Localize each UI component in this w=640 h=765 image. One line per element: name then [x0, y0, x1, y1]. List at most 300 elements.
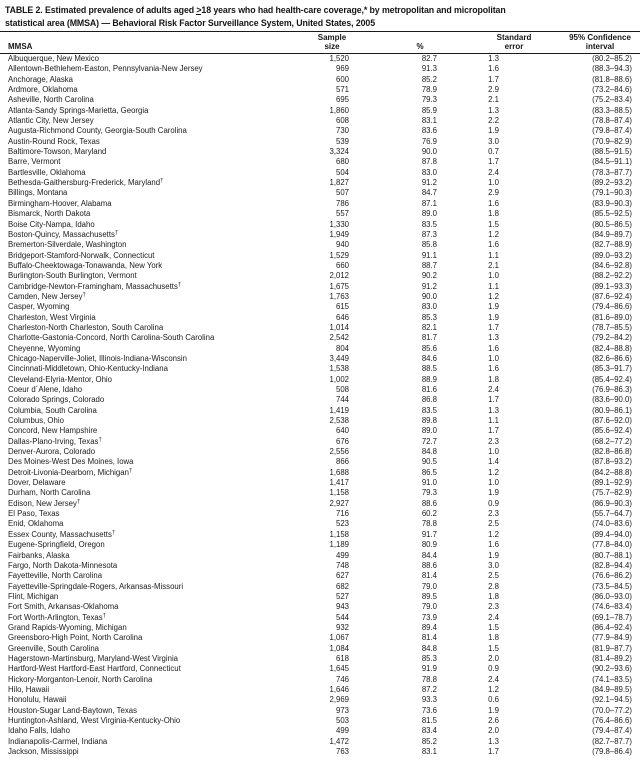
column-header-ci-line2: interval — [585, 42, 615, 52]
confidence-interval-cell: (89.2–93.2) — [592, 178, 632, 188]
sample-size-cell: 676 — [335, 436, 349, 446]
confidence-interval-cell: (84.9–89.7) — [592, 229, 632, 239]
confidence-interval-cell: (86.0–93.0) — [592, 591, 632, 601]
percent-cell: 81.7 — [421, 333, 437, 343]
sample-size-cell: 1,330 — [329, 219, 349, 229]
standard-error-cell: 2.9 — [488, 188, 499, 198]
percent-cell: 85.9 — [421, 105, 437, 115]
sample-size-cell: 1,158 — [329, 488, 349, 498]
percent-cell: 82.7 — [421, 54, 437, 63]
table-row — [8, 240, 632, 250]
sample-size-cell: 804 — [335, 343, 349, 353]
sample-size-cell: 969 — [335, 64, 349, 74]
confidence-interval-cell: (81.9–87.7) — [592, 643, 632, 653]
standard-error-cell: 1.7 — [488, 395, 499, 405]
table-row — [8, 685, 632, 695]
mmsa-name-cell: Augusta-Richmond County, Georgia-South Carolina — [8, 126, 187, 136]
table-row — [8, 623, 632, 633]
standard-error-cell: 0.9 — [488, 664, 499, 674]
percent-cell: 91.9 — [421, 664, 437, 674]
table-row — [8, 220, 632, 230]
standard-error-cell: 1.9 — [488, 126, 499, 136]
table-row — [8, 478, 632, 488]
standard-error-cell: 3.0 — [488, 560, 499, 570]
table-row — [8, 416, 632, 426]
table-row — [8, 385, 632, 395]
percent-cell: 84.8 — [421, 643, 437, 653]
standard-error-cell: 1.5 — [488, 622, 499, 632]
sample-size-cell: 527 — [335, 591, 349, 601]
table-row — [8, 333, 632, 343]
standard-error-cell: 1.9 — [488, 550, 499, 560]
table-row — [8, 571, 632, 581]
confidence-interval-cell: (88.2–92.2) — [592, 271, 632, 281]
confidence-interval-cell: (89.1–92.9) — [592, 478, 632, 488]
sample-size-cell: 3,449 — [329, 353, 349, 363]
confidence-interval-cell: (75.7–82.9) — [592, 488, 632, 498]
mmsa-name-cell: Asheville, North Carolina — [8, 95, 94, 105]
table-row — [8, 271, 632, 281]
sample-size-cell: 932 — [335, 622, 349, 632]
table-row — [8, 168, 632, 178]
table-row — [8, 716, 632, 726]
table-row — [8, 406, 632, 416]
mmsa-name-cell: Anchorage, Alaska — [8, 74, 74, 84]
sample-size-cell: 1,084 — [329, 643, 349, 653]
mmsa-name-cell: Enid, Oklahoma — [8, 519, 64, 529]
mmsa-name-cell: Ardmore, Oklahoma — [8, 85, 78, 95]
column-header-ci-line1: 95% Confidence — [569, 32, 631, 42]
percent-cell: 85.8 — [421, 240, 437, 250]
sample-size-cell: 1,645 — [329, 664, 349, 674]
standard-error-cell: 1.0 — [488, 178, 499, 188]
standard-error-cell: 1.5 — [488, 219, 499, 229]
confidence-interval-cell: (92.1–94.5) — [592, 695, 632, 705]
confidence-interval-cell: (84.6–92.8) — [592, 260, 632, 270]
percent-cell: 81.4 — [421, 571, 437, 581]
table-row — [8, 602, 632, 612]
mmsa-name-cell: Bremerton-Silverdale, Washington — [8, 240, 127, 250]
standard-error-cell: 1.6 — [488, 343, 499, 353]
dagger-footnote-marker: † — [128, 467, 133, 474]
confidence-interval-cell: (82.4–88.8) — [592, 343, 632, 353]
mmsa-name-cell: Coeur d´Alene, Idaho — [8, 385, 83, 394]
column-header-se-line2: error — [504, 42, 524, 52]
confidence-interval-cell: (79.8–86.4) — [592, 747, 632, 757]
confidence-interval-cell: (79.8–87.4) — [592, 126, 632, 136]
confidence-interval-cell: (81.6–89.0) — [592, 312, 632, 322]
sample-size-cell: 600 — [335, 74, 349, 84]
standard-error-cell: 1.2 — [488, 229, 499, 239]
confidence-interval-cell: (55.7–64.7) — [592, 509, 632, 519]
percent-cell: 86.5 — [421, 467, 437, 477]
sample-size-cell: 3,324 — [329, 147, 349, 157]
percent-cell: 91.0 — [421, 478, 437, 488]
table-row — [8, 106, 632, 116]
mmsa-name-cell: Austin-Round Rock, Texas — [8, 136, 100, 146]
percent-cell: 81.6 — [421, 385, 437, 394]
percent-cell: 85.3 — [421, 312, 437, 322]
sample-size-cell: 2,538 — [329, 416, 349, 426]
table-row — [8, 737, 632, 747]
dagger-footnote-marker: † — [82, 291, 86, 298]
mmsa-name-cell: Edison, New Jersey† — [8, 498, 81, 508]
standard-error-cell: 2.4 — [488, 612, 499, 622]
table-row — [8, 519, 632, 529]
percent-cell: 87.1 — [421, 198, 437, 208]
standard-error-cell: 1.6 — [488, 240, 499, 250]
table-row — [8, 447, 632, 457]
table-row — [8, 695, 632, 705]
percent-cell: 93.3 — [421, 695, 437, 705]
dagger-footnote-marker: † — [114, 229, 119, 236]
percent-cell: 72.7 — [421, 436, 437, 446]
sample-size-cell: 640 — [335, 426, 349, 436]
confidence-interval-cell: (80.7–88.1) — [592, 550, 632, 560]
confidence-interval-cell: (87.6–92.4) — [592, 291, 632, 301]
sample-size-cell: 571 — [335, 85, 349, 95]
standard-error-cell: 1.9 — [488, 302, 499, 312]
table-row — [8, 561, 632, 571]
standard-error-cell: 1.6 — [488, 198, 499, 208]
sample-size-cell: 618 — [335, 653, 349, 663]
confidence-interval-cell: (74.0–83.6) — [592, 519, 632, 529]
sample-size-cell: 1,949 — [329, 229, 349, 239]
standard-error-cell: 1.7 — [488, 322, 499, 332]
confidence-interval-cell: (79.4–87.4) — [592, 726, 632, 736]
sample-size-cell: 2,556 — [329, 447, 349, 457]
percent-cell: 88.6 — [421, 498, 437, 508]
confidence-interval-cell: (76.4–86.6) — [592, 716, 632, 725]
standard-error-cell: 1.0 — [488, 447, 499, 457]
table-row — [8, 344, 632, 354]
sample-size-cell: 716 — [335, 509, 349, 519]
percent-cell: 90.0 — [421, 147, 437, 157]
percent-cell: 84.7 — [421, 188, 437, 198]
mmsa-name-cell: Allentown-Bethlehem-Easton, Pennsylvania-New Jersey — [8, 64, 203, 74]
percent-cell: 89.4 — [421, 622, 437, 632]
standard-error-cell: 1.3 — [488, 333, 499, 343]
table-row — [8, 302, 632, 312]
sample-size-cell: 608 — [335, 116, 349, 126]
sample-size-cell: 1,002 — [329, 374, 349, 384]
confidence-interval-cell: (78.7–85.5) — [592, 322, 632, 332]
table-row — [8, 147, 632, 157]
sample-size-cell: 615 — [335, 302, 349, 312]
percent-cell: 83.5 — [421, 219, 437, 229]
sample-size-cell: 1,529 — [329, 250, 349, 260]
column-header-sample-line2: size — [324, 42, 340, 52]
standard-error-cell: 1.3 — [488, 405, 499, 415]
confidence-interval-cell: (84.5–91.1) — [592, 157, 632, 167]
standard-error-cell: 2.5 — [488, 519, 499, 529]
percent-cell: 79.3 — [421, 95, 437, 105]
standard-error-cell: 1.0 — [488, 478, 499, 488]
mmsa-name-cell: Fargo, North Dakota-Minnesota — [8, 560, 118, 570]
table-body — [8, 54, 632, 757]
mmsa-name-cell: Barre, Vermont — [8, 157, 61, 167]
column-header-se-line1: Standard — [496, 32, 532, 42]
sample-size-cell: 1,520 — [329, 54, 349, 63]
confidence-interval-cell: (85.4–92.4) — [592, 374, 632, 384]
standard-error-cell: 1.2 — [488, 529, 499, 539]
standard-error-cell: 1.9 — [488, 312, 499, 322]
percent-cell: 88.6 — [421, 560, 437, 570]
standard-error-cell: 2.4 — [488, 167, 499, 177]
confidence-interval-cell: (76.6–86.2) — [592, 571, 632, 581]
standard-error-cell: 2.5 — [488, 571, 499, 581]
percent-cell: 88.7 — [421, 260, 437, 270]
confidence-interval-cell: (80.2–85.2) — [592, 54, 632, 63]
percent-cell: 84.6 — [421, 353, 437, 363]
mmsa-name-cell: Detroit-Livonia-Dearborn, Michigan† — [8, 467, 133, 477]
standard-error-cell: 1.8 — [488, 633, 499, 643]
standard-error-cell: 2.0 — [488, 653, 499, 663]
table-row — [8, 178, 632, 188]
confidence-interval-cell: (87.6–92.0) — [592, 416, 632, 426]
table-row — [8, 199, 632, 209]
standard-error-cell: 1.7 — [488, 74, 499, 84]
table-row — [8, 364, 632, 374]
sample-size-cell: 973 — [335, 705, 349, 715]
mmsa-name-cell: Indianapolis-Carmel, Indiana — [8, 736, 108, 746]
confidence-interval-cell: (68.2–77.2) — [592, 436, 632, 446]
mmsa-name-cell: Camden, New Jersey† — [8, 291, 86, 301]
percent-cell: 78.8 — [421, 674, 437, 684]
sample-size-cell: 748 — [335, 560, 349, 570]
sample-size-cell: 1,419 — [329, 405, 349, 415]
sample-size-cell: 499 — [335, 726, 349, 736]
percent-cell: 83.4 — [421, 726, 437, 736]
standard-error-cell: 2.3 — [488, 509, 499, 519]
confidence-interval-cell: (79.2–84.2) — [592, 333, 632, 343]
standard-error-cell: 1.1 — [488, 416, 499, 426]
standard-error-cell: 1.2 — [488, 467, 499, 477]
mmsa-name-cell: Fort Worth-Arlington, Texas† — [8, 612, 106, 622]
confidence-interval-cell: (82.7–87.7) — [592, 736, 632, 746]
standard-error-cell: 2.8 — [488, 581, 499, 591]
standard-error-cell: 1.8 — [488, 591, 499, 601]
standard-error-cell: 2.2 — [488, 116, 499, 126]
table-row — [8, 75, 632, 85]
sample-size-cell: 1,538 — [329, 364, 349, 374]
table-row — [8, 354, 632, 364]
sample-size-cell: 1,827 — [329, 178, 349, 188]
confidence-interval-cell: (81.4–89.2) — [592, 653, 632, 663]
confidence-interval-cell: (82.8–94.4) — [592, 560, 632, 570]
sample-size-cell: 730 — [335, 126, 349, 136]
confidence-interval-cell: (90.2–93.6) — [592, 664, 632, 674]
percent-cell: 90.2 — [421, 271, 437, 281]
standard-error-cell: 1.6 — [488, 64, 499, 74]
mmsa-name-cell: Houston-Sugar Land-Baytown, Texas — [8, 705, 138, 715]
standard-error-cell: 1.3 — [488, 105, 499, 115]
mmsa-name-cell: Buffalo-Cheektowaga-Tonawanda, New York — [8, 260, 163, 270]
standard-error-cell: 2.3 — [488, 602, 499, 612]
table-row — [8, 644, 632, 654]
sample-size-cell: 744 — [335, 395, 349, 405]
sample-size-cell: 523 — [335, 519, 349, 529]
percent-cell: 89.5 — [421, 591, 437, 601]
sample-size-cell: 507 — [335, 188, 349, 198]
confidence-interval-cell: (74.6–83.4) — [592, 602, 632, 612]
sample-size-cell: 1,688 — [329, 467, 349, 477]
confidence-interval-cell: (76.9–86.3) — [592, 385, 632, 394]
mmsa-name-cell: Atlanta-Sandy Springs-Marietta, Georgia — [8, 105, 149, 115]
standard-error-cell: 1.8 — [488, 374, 499, 384]
table-row — [8, 437, 632, 447]
confidence-interval-cell: (78.3–87.7) — [592, 167, 632, 177]
dagger-footnote-marker: † — [102, 612, 106, 619]
mmsa-name-cell: Atlantic City, New Jersey — [8, 116, 94, 126]
sample-size-cell: 2,969 — [329, 695, 349, 705]
table-title-line2: statistical area (MMSA) — Behavioral Risk Factor Surveillance System, United States, 2005 — [5, 17, 376, 28]
table-row — [8, 395, 632, 405]
confidence-interval-cell: (77.8–84.0) — [592, 540, 632, 550]
table-row — [8, 85, 632, 95]
mmsa-name-cell: Baltimore-Towson, Maryland — [8, 147, 107, 157]
sample-size-cell: 504 — [335, 167, 349, 177]
table-row — [8, 313, 632, 323]
table-row — [8, 747, 632, 757]
sample-size-cell: 2,012 — [329, 271, 349, 281]
sample-size-cell: 539 — [335, 136, 349, 146]
table-row — [8, 157, 632, 167]
dagger-footnote-marker: † — [160, 178, 164, 185]
percent-cell: 81.4 — [421, 633, 437, 643]
table-row — [8, 675, 632, 685]
confidence-interval-cell: (89.0–93.2) — [592, 250, 632, 260]
table-row — [8, 551, 632, 561]
table-row — [8, 726, 632, 736]
standard-error-cell: 2.6 — [488, 716, 499, 725]
sample-size-cell: 1,067 — [329, 633, 349, 643]
confidence-interval-cell: (77.9–84.9) — [592, 633, 632, 643]
sample-size-cell: 1,763 — [329, 291, 349, 301]
percent-cell: 83.5 — [421, 405, 437, 415]
percent-cell: 79.0 — [421, 602, 437, 612]
mmsa-name-cell: Cincinnati-Middletown, Ohio-Kentucky-Indiana — [8, 364, 168, 374]
percent-cell: 91.3 — [421, 64, 437, 74]
confidence-interval-cell: (84.9–89.5) — [592, 684, 632, 694]
column-header-sample-size — [318, 33, 346, 52]
confidence-interval-cell: (74.1–83.5) — [592, 674, 632, 684]
standard-error-cell: 1.1 — [488, 250, 499, 260]
mmsa-name-cell: Eugene-Springfield, Oregon — [8, 540, 105, 550]
standard-error-cell: 1.8 — [488, 209, 499, 219]
mmsa-name-cell: Idaho Falls, Idaho — [8, 726, 70, 736]
mmsa-name-cell: Fayetteville, North Carolina — [8, 571, 103, 581]
standard-error-cell: 1.9 — [488, 705, 499, 715]
table-row — [8, 633, 632, 643]
mmsa-name-cell: Dover, Delaware — [8, 478, 66, 488]
mmsa-name-cell: Chicago-Naperville-Joliet, Illinois-Indiana-Wisconsin — [8, 353, 187, 363]
percent-cell: 85.2 — [421, 736, 437, 746]
confidence-interval-cell: (87.8–93.2) — [592, 457, 632, 467]
confidence-interval-cell: (85.3–91.7) — [592, 364, 632, 374]
sample-size-cell: 682 — [335, 581, 349, 591]
standard-error-cell: 1.6 — [488, 540, 499, 550]
percent-cell: 76.9 — [421, 136, 437, 146]
confidence-interval-cell: (82.6–86.6) — [592, 353, 632, 363]
standard-error-cell: 2.1 — [488, 95, 499, 105]
standard-error-cell: 1.6 — [488, 364, 499, 374]
sample-size-cell: 866 — [335, 457, 349, 467]
table-row — [8, 251, 632, 261]
mmsa-name-cell: Hickory-Morganton-Lenoir, North Carolina — [8, 674, 153, 684]
percent-cell: 87.8 — [421, 157, 437, 167]
percent-cell: 79.3 — [421, 488, 437, 498]
table-row — [8, 375, 632, 385]
table-row — [8, 323, 632, 333]
table-row — [8, 126, 632, 136]
table-row — [8, 426, 632, 436]
standard-error-cell: 3.0 — [488, 136, 499, 146]
standard-error-cell: 2.9 — [488, 85, 499, 95]
standard-error-cell: 1.7 — [488, 426, 499, 436]
confidence-interval-cell: (70.9–82.9) — [592, 136, 632, 146]
standard-error-cell: 1.3 — [488, 54, 499, 63]
confidence-interval-cell: (70.0–77.2) — [592, 705, 632, 715]
standard-error-cell: 2.4 — [488, 385, 499, 394]
sample-size-cell: 544 — [335, 612, 349, 622]
percent-cell: 85.3 — [421, 653, 437, 663]
mmsa-name-cell: Boston-Quincy, Massachusetts† — [8, 229, 119, 239]
confidence-interval-cell: (78.8–87.4) — [592, 116, 632, 126]
table-row — [8, 582, 632, 592]
column-header-percent: % — [416, 42, 424, 52]
sample-size-cell: 1,014 — [329, 322, 349, 332]
confidence-interval-cell: (85.6–92.4) — [592, 426, 632, 436]
mmsa-name-cell: Charlotte-Gastonia-Concord, North Carolina-South Carolina — [8, 333, 215, 343]
column-header-mmsa: MMSA — [8, 42, 33, 52]
sample-size-cell: 1,417 — [329, 478, 349, 488]
confidence-interval-cell: (88.3–94.3) — [592, 64, 632, 74]
standard-error-cell: 1.2 — [488, 684, 499, 694]
standard-error-cell: 2.4 — [488, 674, 499, 684]
sample-size-cell: 660 — [335, 260, 349, 270]
mmsa-name-cell: Greensboro-High Point, North Carolina — [8, 633, 143, 643]
column-header-row — [0, 32, 640, 53]
percent-cell: 73.6 — [421, 705, 437, 715]
table-row — [8, 468, 632, 478]
table-row — [8, 116, 632, 126]
sample-size-cell: 557 — [335, 209, 349, 219]
table-row — [8, 292, 632, 302]
standard-error-cell: 1.4 — [488, 457, 499, 467]
percent-cell: 90.0 — [421, 291, 437, 301]
percent-cell: 78.8 — [421, 519, 437, 529]
sample-size-cell: 1,472 — [329, 736, 349, 746]
mmsa-name-cell: Bridgeport-Stamford-Norwalk, Connecticut — [8, 250, 155, 260]
mmsa-name-cell: Casper, Wyoming — [8, 302, 70, 312]
mmsa-name-cell: Columbus, Ohio — [8, 416, 64, 426]
confidence-interval-cell: (80.9–86.1) — [592, 405, 632, 415]
standard-error-cell: 0.6 — [488, 695, 499, 705]
mmsa-name-cell: El Paso, Texas — [8, 509, 60, 519]
mmsa-name-cell: Burlington-South Burlington, Vermont — [8, 271, 137, 281]
percent-cell: 83.1 — [421, 116, 437, 126]
table-row — [8, 654, 632, 664]
mmsa-name-cell: Hagerstown-Martinsburg, Maryland-West Virginia — [8, 653, 179, 663]
title-text-post: 18 years who had health-care coverage,* by metropolitan and micropolitan — [201, 5, 506, 15]
title-text-pre: TABLE 2. Estimated prevalence of adults aged — [5, 5, 197, 15]
confidence-interval-cell: (82.7–88.9) — [592, 240, 632, 250]
dagger-footnote-marker: † — [76, 498, 81, 505]
table-row — [8, 613, 632, 623]
confidence-interval-cell: (89.4–94.0) — [592, 529, 632, 539]
sample-size-cell: 503 — [335, 716, 349, 725]
